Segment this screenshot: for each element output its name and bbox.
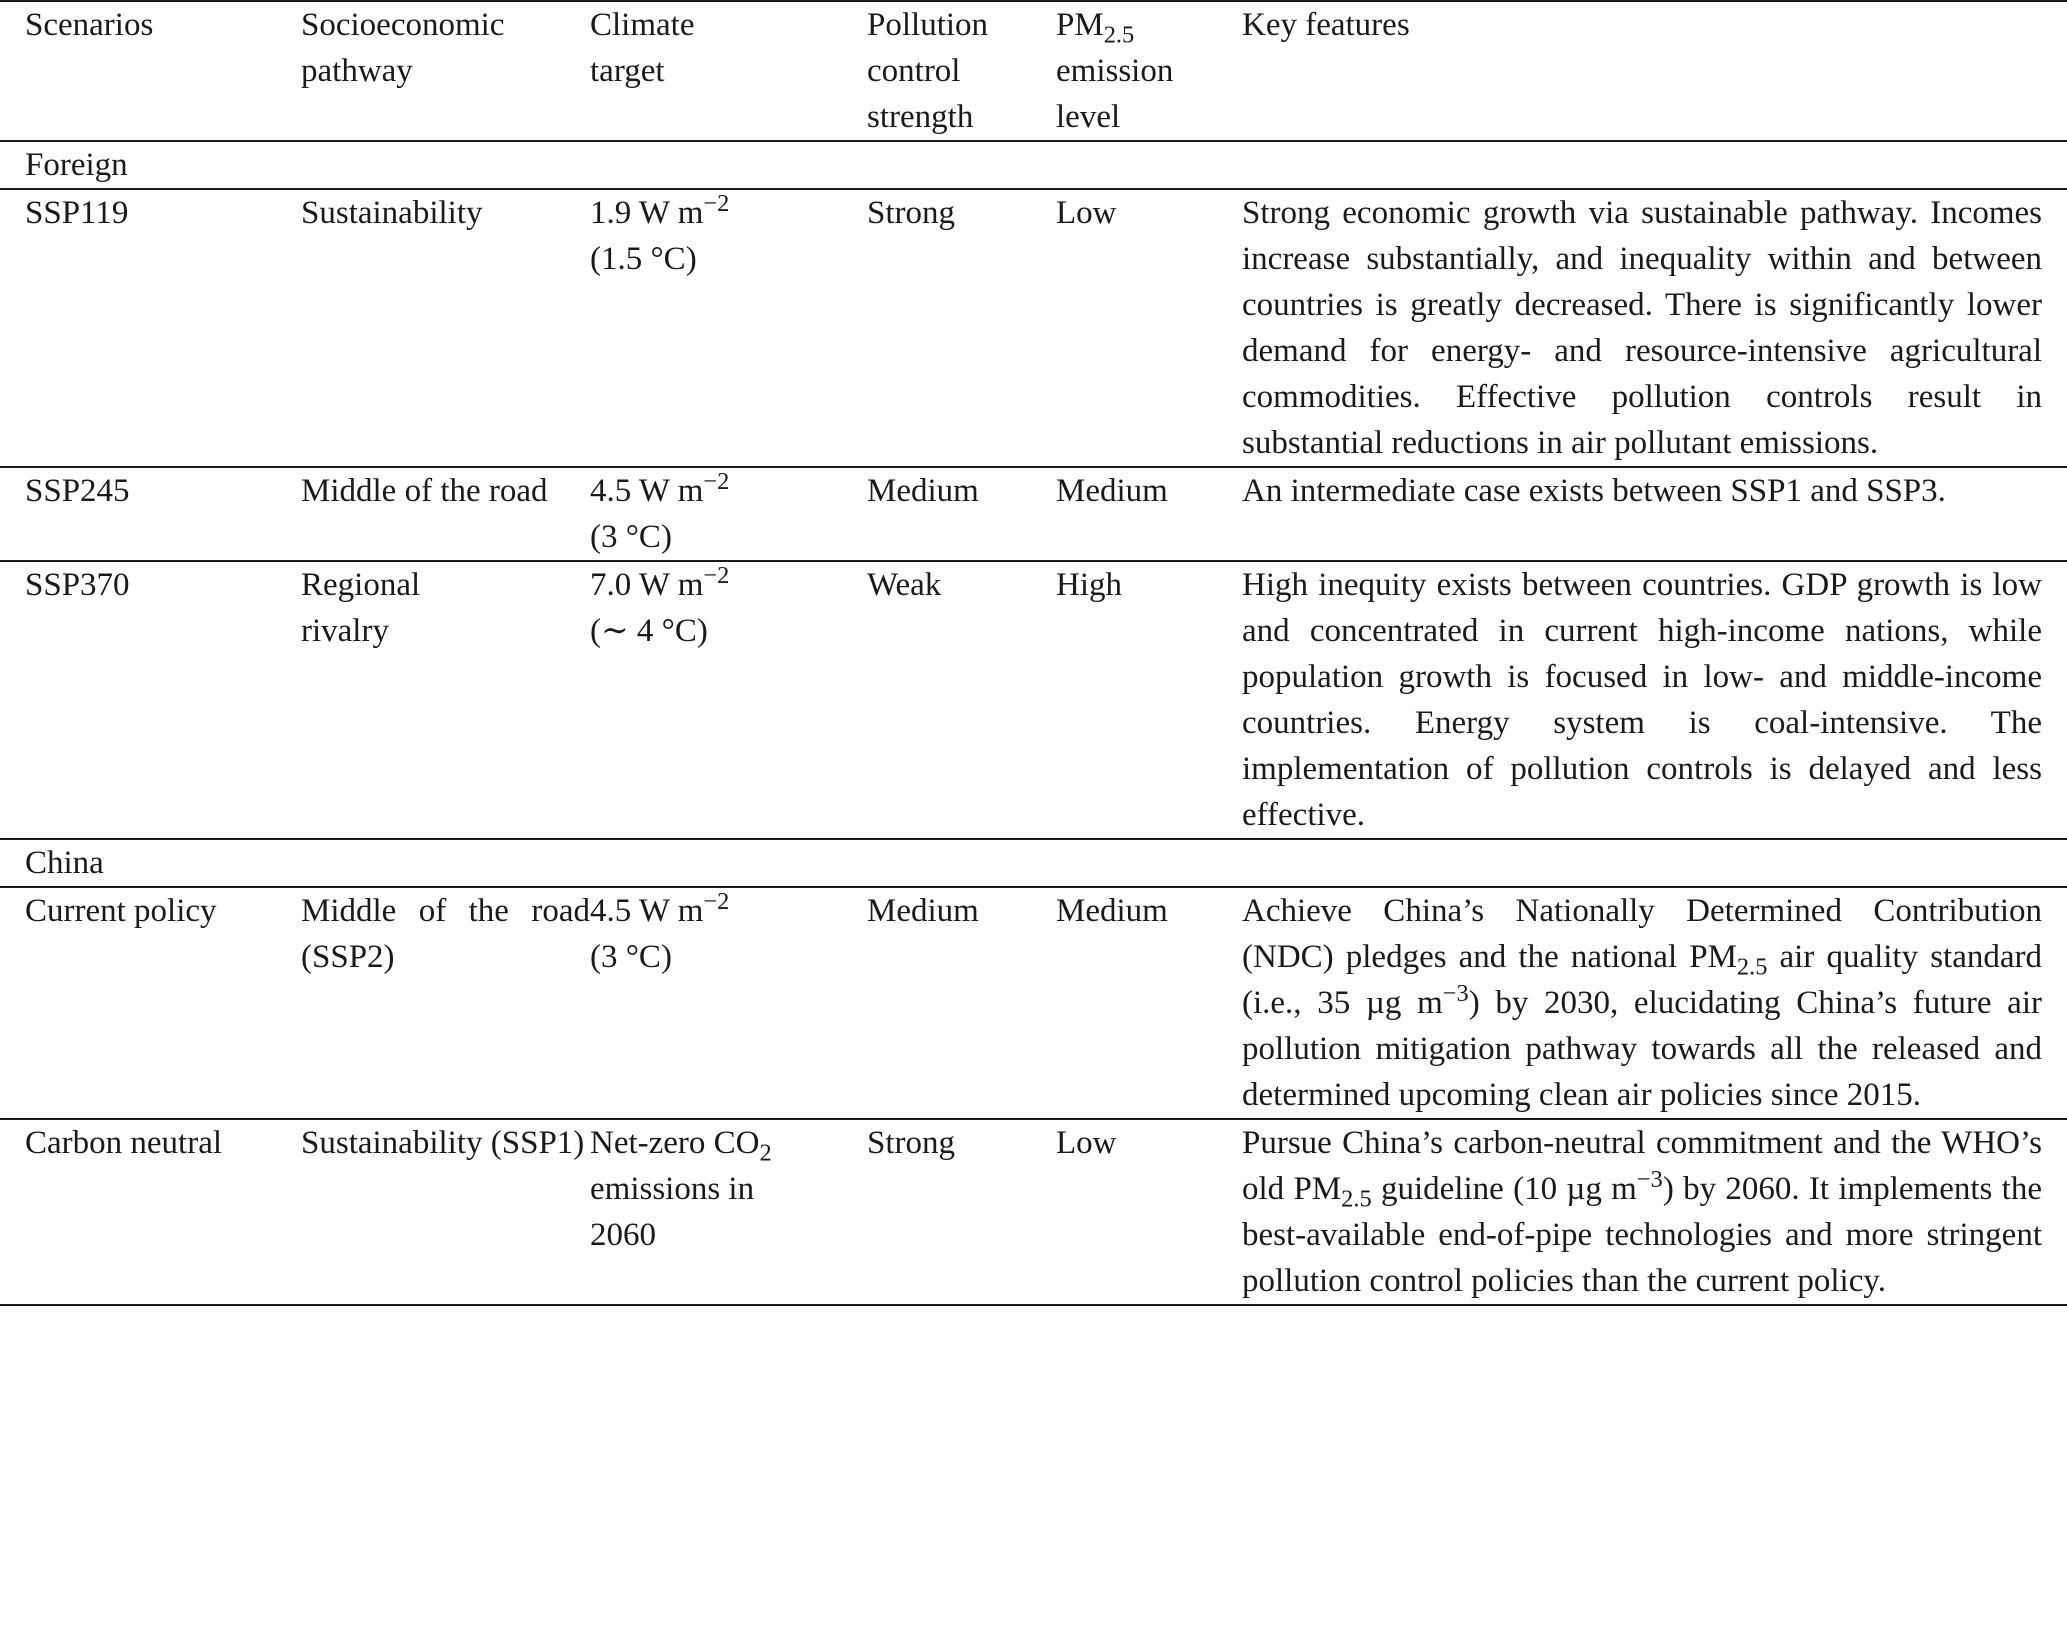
cell-strength: Medium [867, 467, 1056, 561]
section-row-foreign [0, 141, 2067, 189]
cell-key-features: High inequity exists between countries. GDP growth is low and concentrated in current high-income nations, while population growth is focused in low- and middle-income countries. Energy system is coal-intensive. The implementation of pollution controls is delayed and less effective. [1242, 561, 2067, 839]
table-row-carbon-neutral [0, 1119, 2067, 1305]
header-socioeconomic-pathway: Socioeconomic pathway [301, 1, 590, 141]
cell-pathway: Sustainability [301, 189, 590, 467]
cell-level: Low [1056, 1119, 1242, 1305]
cell-climate-target: 1.9 W $m^{-2}$ (1.5 °C) [590, 189, 867, 467]
cell-strength: Strong [867, 189, 1056, 467]
header-pm25-emission-level: $PM_{2.5}$ emission level [1056, 1, 1242, 141]
header-row [0, 1, 2067, 141]
cell-strength: Strong [867, 1119, 1056, 1305]
header-pollution-control-strength: Pollution control strength [867, 1, 1056, 141]
cell-scenario: SSP370 [0, 561, 301, 839]
cell-key-features: Pursue China’s carbon-neutral commitment and the WHO’s old $PM_{2.5}$ guideline (10 µg $m^{-3}$) by 2060. It implements the best-available end-of-pipe technologies and more stringent pollution control policies than the current policy. [1242, 1119, 2067, 1305]
cell-scenario: SSP119 [0, 189, 301, 467]
table-row-ssp370 [0, 561, 2067, 839]
cell-level: Medium [1056, 887, 1242, 1119]
section-label-china: China [0, 839, 2067, 887]
cell-pathway: Middle of the road (SSP2) [301, 887, 590, 1119]
cell-pathway: Sustainability (SSP1) [301, 1119, 590, 1305]
section-label-foreign: Foreign [0, 141, 2067, 189]
cell-climate-target: 7.0 W $m^{-2}$ (∼ 4 °C) [590, 561, 867, 839]
cell-level: Medium [1056, 467, 1242, 561]
cell-scenario: SSP245 [0, 467, 301, 561]
table-row-ssp119 [0, 189, 2067, 467]
cell-strength: Medium [867, 887, 1056, 1119]
cell-scenario: Carbon neutral [0, 1119, 301, 1305]
cell-key-features: Achieve China’s Nationally Determined Contribution (NDC) pledges and the national $PM_{2.5}$ air quality standard (i.e., 35 µg $m^{-3}$) by 2030, elucidating China’s future air pollution mitigation pathway towards all the released and determined upcoming clean air policies since 2015. [1242, 887, 2067, 1119]
cell-key-features: Strong economic growth via sustainable pathway. Incomes increase substantially, and inequality within and between countries is greatly decreased. There is significantly lower demand for energy- and resource-intensive agricultural commodities. Effective pollution controls result in substantial reductions in air pollutant emissions. [1242, 189, 2067, 467]
cell-pathway: Regional rivalry [301, 561, 590, 839]
cell-level: Low [1056, 189, 1242, 467]
table-row-current-policy [0, 887, 2067, 1119]
section-row-china [0, 839, 2067, 887]
header-climate-target: Climate target [590, 1, 867, 141]
cell-climate-target: 4.5 W $m^{-2}$ (3 °C) [590, 887, 867, 1119]
header-scenarios: Scenarios [0, 1, 301, 141]
cell-scenario: Current policy [0, 887, 301, 1119]
cell-pathway: Middle of the road [301, 467, 590, 561]
cell-strength: Weak [867, 561, 1056, 839]
cell-level: High [1056, 561, 1242, 839]
table-row-ssp245 [0, 467, 2067, 561]
header-key-features: Key features [1242, 1, 2067, 141]
cell-climate-target: Net-zero $CO_2$ emissions in 2060 [590, 1119, 867, 1305]
cell-climate-target: 4.5 W $m^{-2}$ (3 °C) [590, 467, 867, 561]
cell-key-features: An intermediate case exists between SSP1 and SSP3. [1242, 467, 2067, 561]
